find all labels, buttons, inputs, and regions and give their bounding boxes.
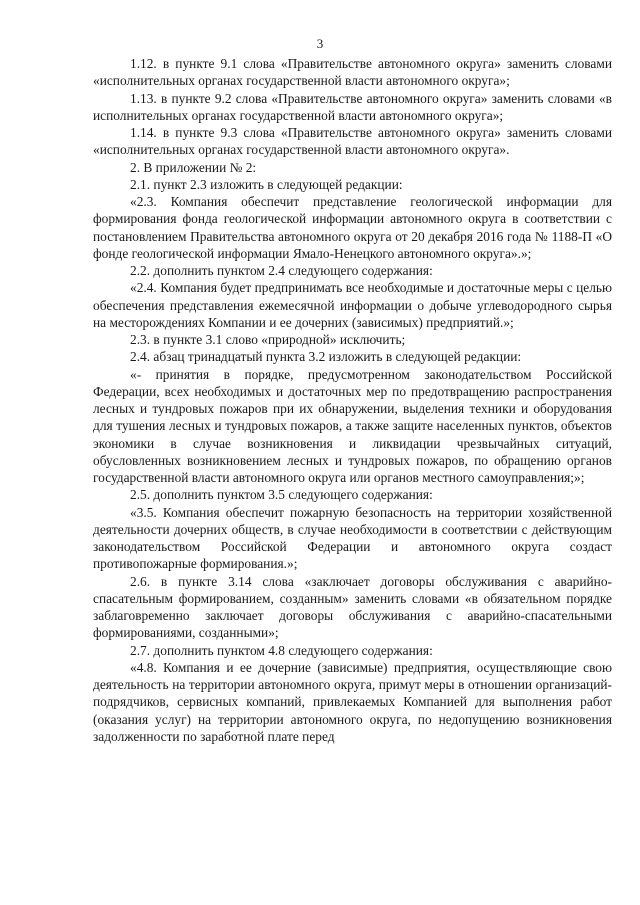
paragraph: 1.12. в пункте 9.1 слова «Правительстве автономного округа» заменить словами «исполнительных органах государственной власти автономного округа»; <box>93 56 612 89</box>
document-body <box>93 55 612 745</box>
paragraph: «- принятия в порядке, предусмотренном законодательством Российской Федерации, всех необходимых и достаточных мер по предотвращению распространения лесных и тундровых пожаров при их обнаружении, выделения техники и оборудования для тушения лесных и тундровых пожаров, а также защите населенных пунктов, объектов экономики в случае возникновения и ликвидации чрезвычайных ситуаций, обусловленных возникновением лесных и тундровых пожаров, по обращению органов государственной власти автономного округа или органов местного самоуправления;»; <box>93 366 612 485</box>
paragraph: 2.6. в пункте 3.14 слова «заключает договоры обслуживания с аварийно-спасательным формированием, созданным» заменить словами «в обязательном порядке заблаговременно заключает договоры обслуживания с аварийно-спасательными формированиями, созданными»; <box>93 573 612 641</box>
paragraph: «2.3. Компания обеспечит представление геологической информации для формирования фонда геологической информации автономного округа в соответствии с постановлением Правительства автономного округа от 20 декабря 2016 года № 1188-П «О фонде геологической информации Ямало-Ненецкого автономного округа».»; <box>93 194 612 261</box>
page-number: 3 <box>316 36 324 51</box>
paragraph: 1.14. в пункте 9.3 слова «Правительстве автономного округа» заменить словами «исполнительных органах государственной власти автономного округа». <box>93 125 612 158</box>
paragraph: 1.13. в пункте 9.2 слова «Правительстве автономного округа» заменить словами «в исполнительных органах государственной власти автономного округа»; <box>93 90 612 123</box>
paragraph: 2.7. дополнить пунктом 4.8 следующего содержания: <box>130 642 433 658</box>
paragraph: 2.4. абзац тринадцатый пункта 3.2 изложить в следующей редакции: <box>130 349 522 365</box>
paragraph: «2.4. Компания будет предпринимать все необходимые и достаточные меры с целью обеспечения представления ежемесячной информации о добыче углеводородного сырья на месторождениях Компании и ее дочерних (зависимых) предприятий.»; <box>93 280 612 330</box>
paragraph: 2.1. пункт 2.3 изложить в следующей редакции: <box>130 176 403 192</box>
paragraph: «4.8. Компания и ее дочерние (зависимые) предприятия, осуществляющие свою деятельность на территории автономного округа, примут меры в отношении организаций-подрядчиков, сервисных компаний, привлекаемых Компанией для выполнения работ (оказания услуг) на территории автономного округа, по недопущению возникновения задолженности по заработной плате перед <box>93 659 612 744</box>
paragraph: 2.3. в пункте 3.1 слово «природной» исключить; <box>130 332 406 347</box>
paragraph: 2. В приложении № 2: <box>130 159 257 175</box>
paragraph: «3.5. Компания обеспечит пожарную безопасность на территории хозяйственной деятельности дочерних обществ, в случае необходимости в соответствии с действующим законодательством Российской Федерации и автономного округа создаст противопожарные формирования.»; <box>93 504 612 572</box>
paragraph: 2.2. дополнить пунктом 2.4 следующего содержания: <box>130 263 433 278</box>
paragraph: 2.5. дополнить пунктом 3.5 следующего содержания: <box>130 487 433 503</box>
